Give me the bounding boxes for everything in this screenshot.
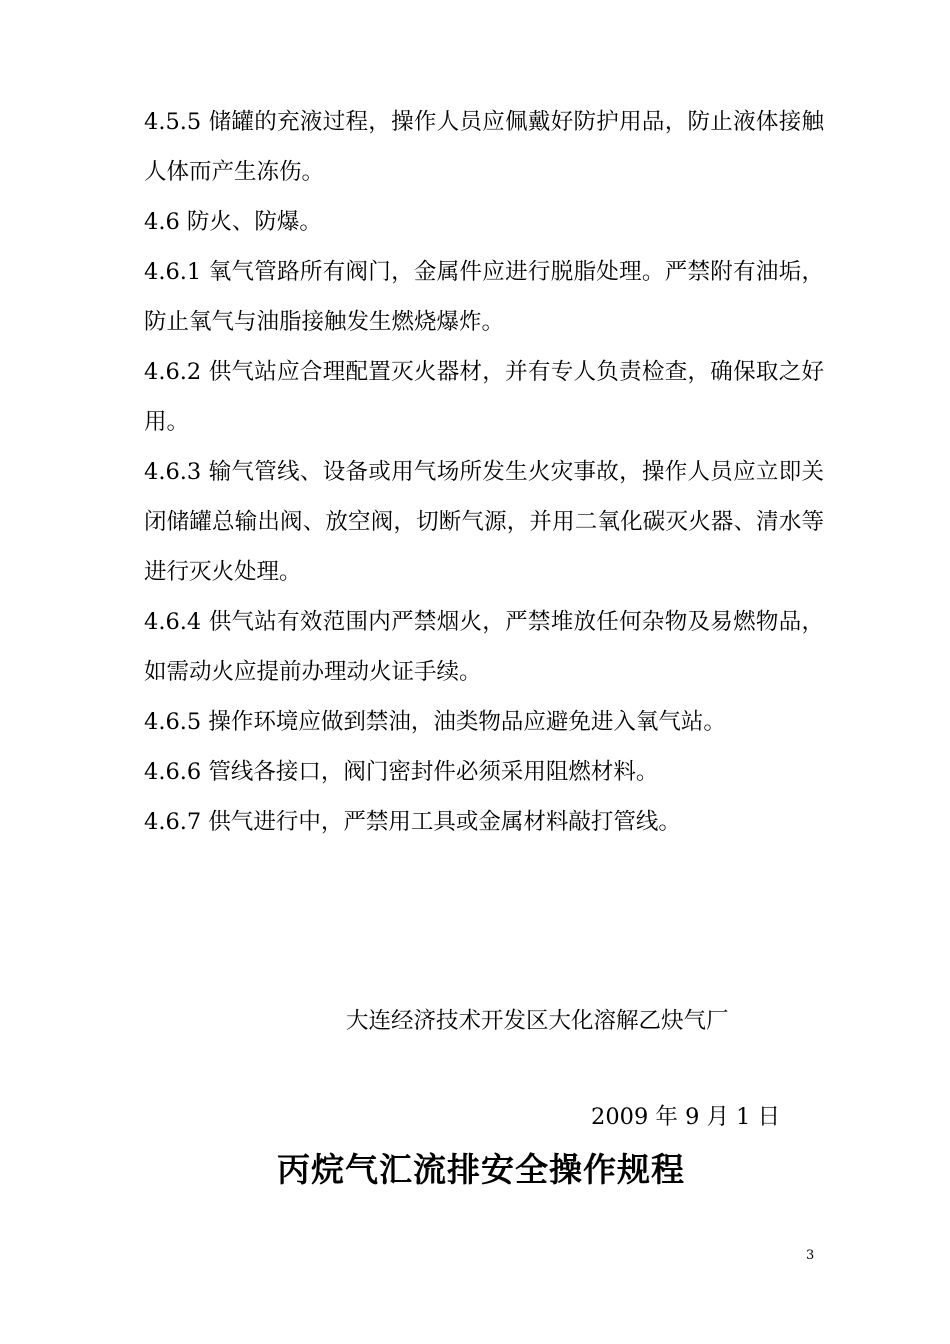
paragraph-4-5-5: 4.5.5 储罐的充液过程，操作人员应佩戴好防护用品，防止液体接触人体而产生冻伤。 [144,109,824,185]
paragraph-4-6-1: 4.6.1 氧气管路所有阀门，金属件应进行脱脂处理。严禁附有油垢，防止氧气与油脂接触发生燃烧爆炸。 [144,259,824,335]
paragraph-4-6-2: 4.6.2 供气站应合理配置灭火器材，并有专人负责检查，确保取之好用。 [144,359,824,435]
signature-organization: 大连经济技术开发区大化溶解乙炔气厂 [346,1008,729,1034]
paragraph-4-6-5: 4.6.5 操作环境应做到禁油，油类物品应避免进入氧气站。 [144,709,726,735]
paragraph-4-6-4: 4.6.4 供气站有效范围内严禁烟火，严禁堆放任何杂物及易燃物品，如需动火应提前办理动火证手续。 [144,609,824,685]
paragraph-4-6-6: 4.6.6 管线各接口，阀门密封件必须采用阻燃材料。 [144,759,659,785]
section-title: 丙烷气汇流排安全操作规程 [277,1150,685,1189]
paragraph-4-6: 4.6 防火、防爆。 [144,209,322,235]
signature-date: 2009 年 9 月 1 日 [591,1104,781,1130]
page-number: 3 [806,1248,815,1263]
paragraph-4-6-7: 4.6.7 供气进行中，严禁用工具或金属材料敲打管线。 [144,809,681,835]
paragraph-4-6-3: 4.6.3 输气管线、设备或用气场所发生火灾事故，操作人员应立即关闭储罐总输出阀、放空阀，切断气源，并用二氧化碳灭火器、清水等进行灭火处理。 [144,459,824,585]
